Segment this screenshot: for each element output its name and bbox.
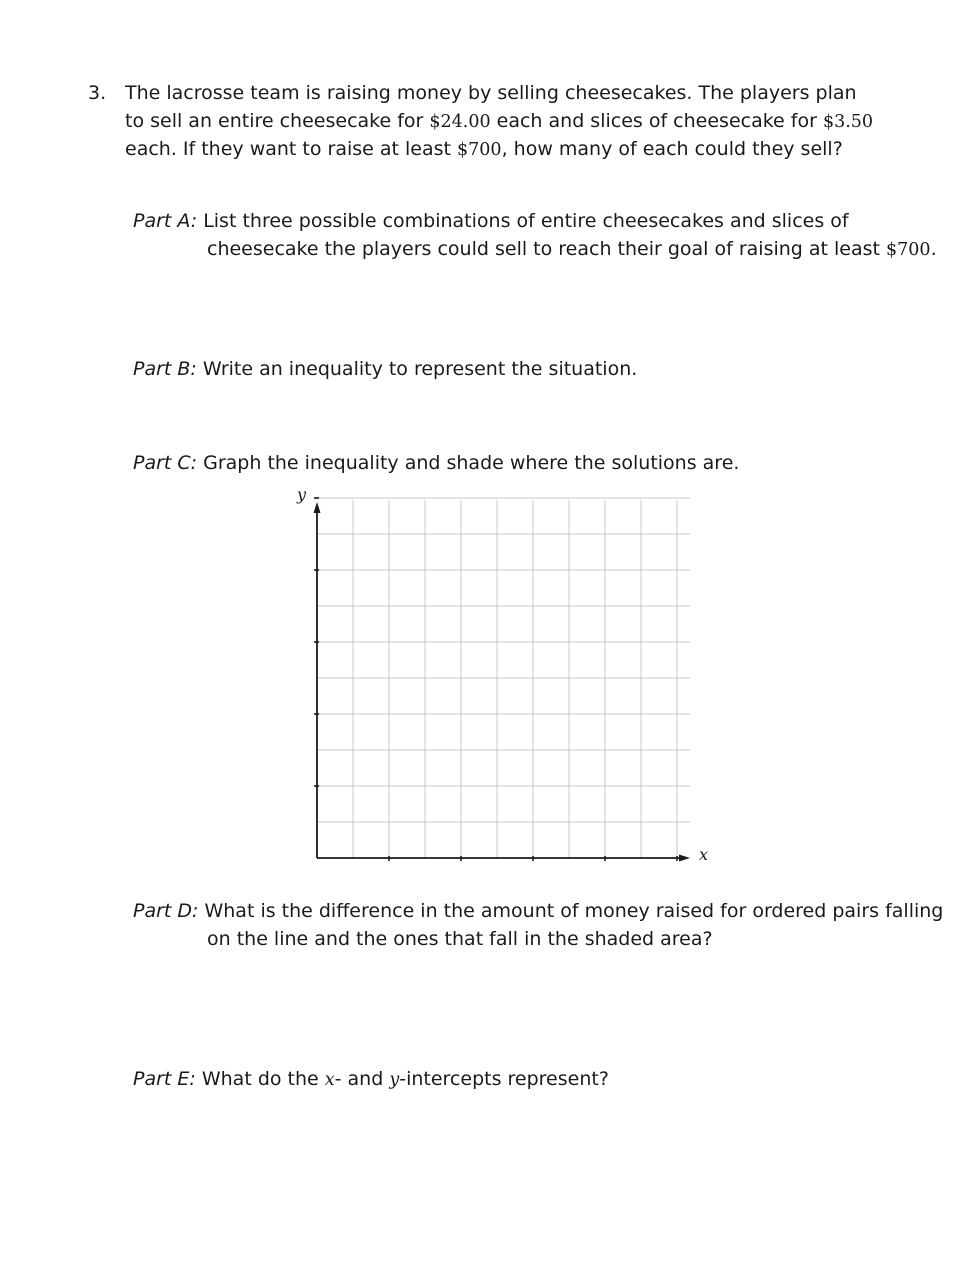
price-whole-cheesecake: $24.00: [429, 111, 491, 132]
part-c-text: Graph the inequality and shade where the solutions are.: [197, 452, 740, 474]
part-e: [133, 1066, 947, 1095]
part-d-text: What is the difference in the amount of money raised for ordered pairs falling on the line and the ones that fall in the shaded area?: [198, 900, 944, 950]
part-a-label: Part A:: [133, 210, 198, 232]
stem-text-2: each and slices of cheesecake for: [490, 109, 823, 132]
y-axis-arrow-icon: [314, 502, 321, 513]
price-slice: $3.50: [822, 111, 874, 132]
part-a-goal-amount: $700: [886, 239, 931, 260]
axis-ticks: [314, 498, 677, 861]
part-c-label: Part C:: [133, 452, 198, 474]
part-e-text-3: -intercepts represent?: [399, 1068, 609, 1090]
part-a-text: List three possible combinations of entire cheesecakes and slices of cheesecake the players could sell to reach their goal of raising at least: [197, 210, 887, 260]
part-c: [133, 450, 947, 478]
stem-text-4: , how many of each could they sell?: [501, 138, 843, 160]
y-axis-label: y: [297, 485, 307, 504]
stem-text-1: The lacrosse team is raising money by selling cheesecakes. The players plan to sell an entire cheesecake for: [125, 82, 857, 132]
x-axis-label: x: [699, 845, 709, 864]
part-e-y-variable: y: [389, 1070, 400, 1090]
part-b: [133, 356, 947, 384]
problem-number: 3.: [88, 82, 107, 104]
x-axis-arrow-icon: [679, 855, 690, 862]
part-a: [133, 208, 947, 264]
part-e-label: Part E:: [133, 1068, 196, 1090]
part-e-text-1: What do the: [195, 1068, 325, 1090]
stem-text-3: each. If they want to raise at least: [125, 138, 458, 160]
part-a-period: .: [930, 237, 937, 260]
problem-stem: [125, 80, 875, 165]
part-e-x-variable: x: [324, 1070, 335, 1090]
part-b-label: Part B:: [133, 358, 197, 380]
grid-lines: [317, 498, 690, 858]
part-d: [133, 898, 947, 953]
coordinate-graph[interactable]: [280, 480, 720, 870]
part-e-text-2: - and: [334, 1068, 390, 1090]
part-d-label: Part D:: [133, 900, 199, 922]
part-b-text: Write an inequality to represent the situation.: [196, 358, 638, 380]
goal-amount: $700: [457, 140, 502, 160]
